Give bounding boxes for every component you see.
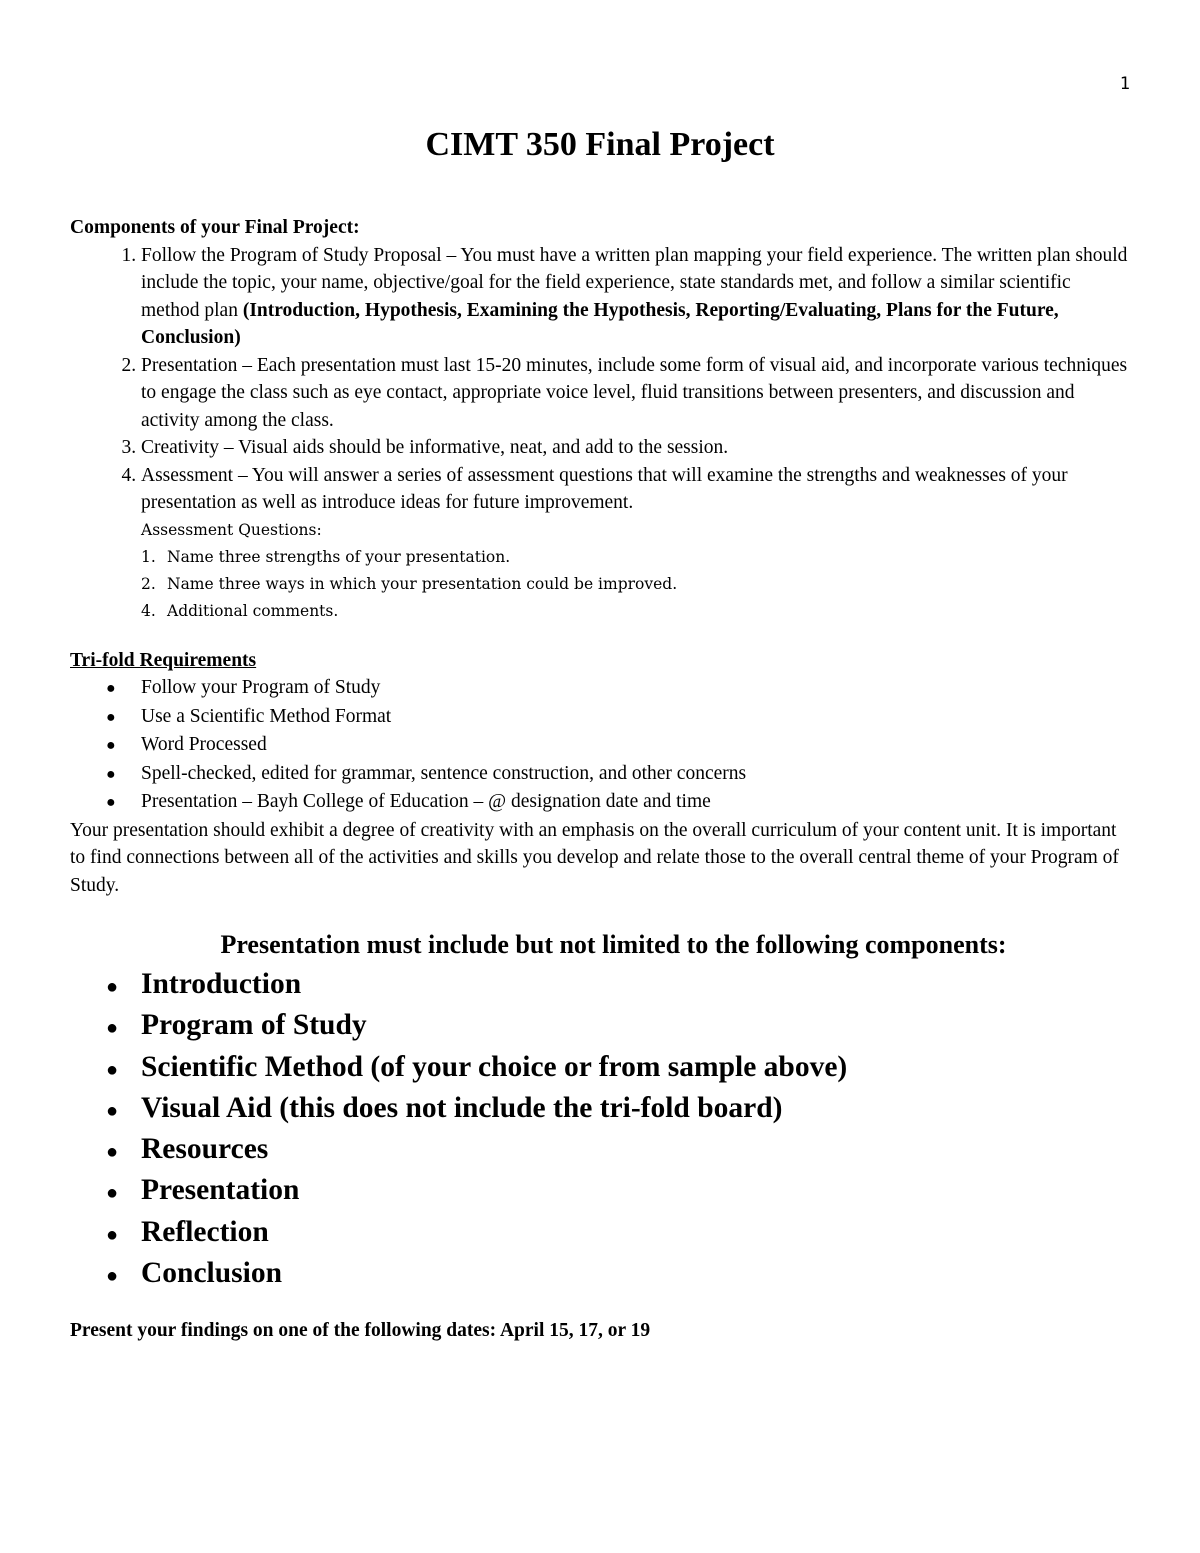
assessment-questions-title: Assessment Questions:: [141, 520, 322, 539]
trifold-heading: Tri-fold Requirements: [70, 649, 257, 671]
question-text: Name three ways in which your presentation could be improved.: [167, 574, 678, 593]
presentation-item: [70, 1006, 1132, 1047]
bullet-icon: ●: [106, 737, 116, 754]
trifold-list: [70, 674, 1132, 817]
presentation-item: [70, 1254, 1132, 1295]
presentation-item-text: Resources: [141, 1133, 269, 1166]
bullet-icon: ●: [106, 1223, 119, 1246]
trifold-item: [70, 703, 1132, 732]
bullet-icon: ●: [106, 680, 116, 697]
presentation-item: [70, 1089, 1132, 1130]
presentation-list: [70, 965, 1132, 1295]
presentation-item: [70, 965, 1132, 1006]
bullet-icon: ●: [106, 976, 119, 998]
bullet-icon: ●: [106, 765, 116, 783]
assessment-question: [141, 571, 1132, 598]
trifold-item-text: Follow your Program of Study: [141, 677, 381, 698]
question-number: 2.: [141, 574, 156, 593]
bullet-icon: ●: [106, 1265, 119, 1288]
component-text: Follow the Program of Study Proposal – You must have a written plan mapping your field experience. The written plan should include the topic, your name, objective/goal for the field experience, state standards met, and follow a similar scientific method plan: [141, 244, 1128, 321]
presentation-item: [70, 1171, 1132, 1212]
bullet-icon: ●: [106, 1017, 119, 1040]
presentation-heading: Presentation must include but not limited to the following components:: [220, 930, 1007, 959]
presentation-item-text: Presentation: [141, 1174, 300, 1207]
presentation-item: [70, 1130, 1132, 1171]
question-text: Additional comments.: [167, 601, 339, 620]
question-text: Name three strengths of your presentation.: [167, 547, 511, 566]
dates-label: Present your findings on one of the following dates:: [70, 1320, 500, 1342]
component-item-1: [141, 242, 1132, 352]
presentation-item-text: Program of Study: [141, 1009, 367, 1042]
assessment-questions: [141, 517, 1132, 625]
trifold-item-text: Presentation – Bayh College of Education – @ designation date and time: [141, 791, 711, 812]
component-text: Assessment – You will answer a series of assessment questions that will examine the strengths and weaknesses of your presentation as well as introduce ideas for future improvement.: [141, 464, 1068, 513]
presentation-item-text: Scientific Method (of your choice or from sample above): [141, 1050, 848, 1083]
presentation-item-text: Conclusion: [141, 1257, 282, 1290]
presentation-item-text: Reflection: [141, 1215, 269, 1248]
trifold-item: [70, 760, 1132, 789]
bullet-icon: ●: [106, 1182, 119, 1205]
presentation-item: [70, 1213, 1132, 1254]
components-heading: Components of your Final Project:: [70, 217, 360, 238]
components-list: [70, 242, 1132, 625]
component-text: Presentation – Each presentation must last 15-20 minutes, include some form of visual aid, and incorporate various techniques to engage the class such as eye contact, appropriate voice level, fluid transitions between presenters, and discussion and activity among the class.: [141, 354, 1128, 431]
trifold-item: [70, 674, 1132, 703]
page-title: CIMT 350 Final Project: [425, 126, 775, 163]
presentation-item-text: Visual Aid (this does not include the tri-fold board): [141, 1091, 783, 1124]
bullet-icon: ●: [106, 708, 116, 726]
trifold-item-text: Spell-checked, edited for grammar, sentence construction, and other concerns: [141, 762, 747, 784]
presentation-dates: [70, 1317, 1132, 1345]
trifold-item: [70, 731, 1132, 760]
trifold-paragraph: Your presentation should exhibit a degree of creativity with an emphasis on the overall curriculum of your content unit. It is important to find connections between all of the activities and skills you develop and relate those to the overall central theme of your Program of Study.: [70, 819, 1119, 896]
component-item-4: [141, 462, 1132, 625]
component-bold-text: (Introduction, Hypothesis, Examining the Hypothesis, Reporting/Evaluating, Plans for the Future, Conclusion): [141, 299, 1059, 348]
assessment-question: [141, 598, 1132, 625]
dates-value: April 15, 17, or 19: [499, 1320, 651, 1342]
bullet-icon: ●: [106, 794, 116, 811]
bullet-icon: ●: [106, 1099, 119, 1122]
assessment-questions-list: [141, 544, 1132, 625]
bullet-icon: ●: [106, 1058, 119, 1081]
presentation-item-text: Introduction: [141, 968, 302, 1000]
document-body: [70, 214, 1132, 1345]
page-number: 1: [1119, 74, 1130, 94]
question-number: 4.: [141, 601, 156, 620]
presentation-item: [70, 1048, 1132, 1089]
trifold-item: [70, 788, 1132, 817]
trifold-item-text: Word Processed: [141, 734, 267, 755]
component-item-2: [141, 352, 1132, 435]
trifold-item-text: Use a Scientific Method Format: [141, 705, 392, 727]
component-text: Creativity – Visual aids should be informative, neat, and add to the session.: [141, 437, 729, 458]
component-item-3: [141, 434, 1132, 462]
bullet-icon: ●: [106, 1141, 119, 1164]
assessment-question: [141, 544, 1132, 571]
question-number: 1.: [141, 547, 156, 566]
